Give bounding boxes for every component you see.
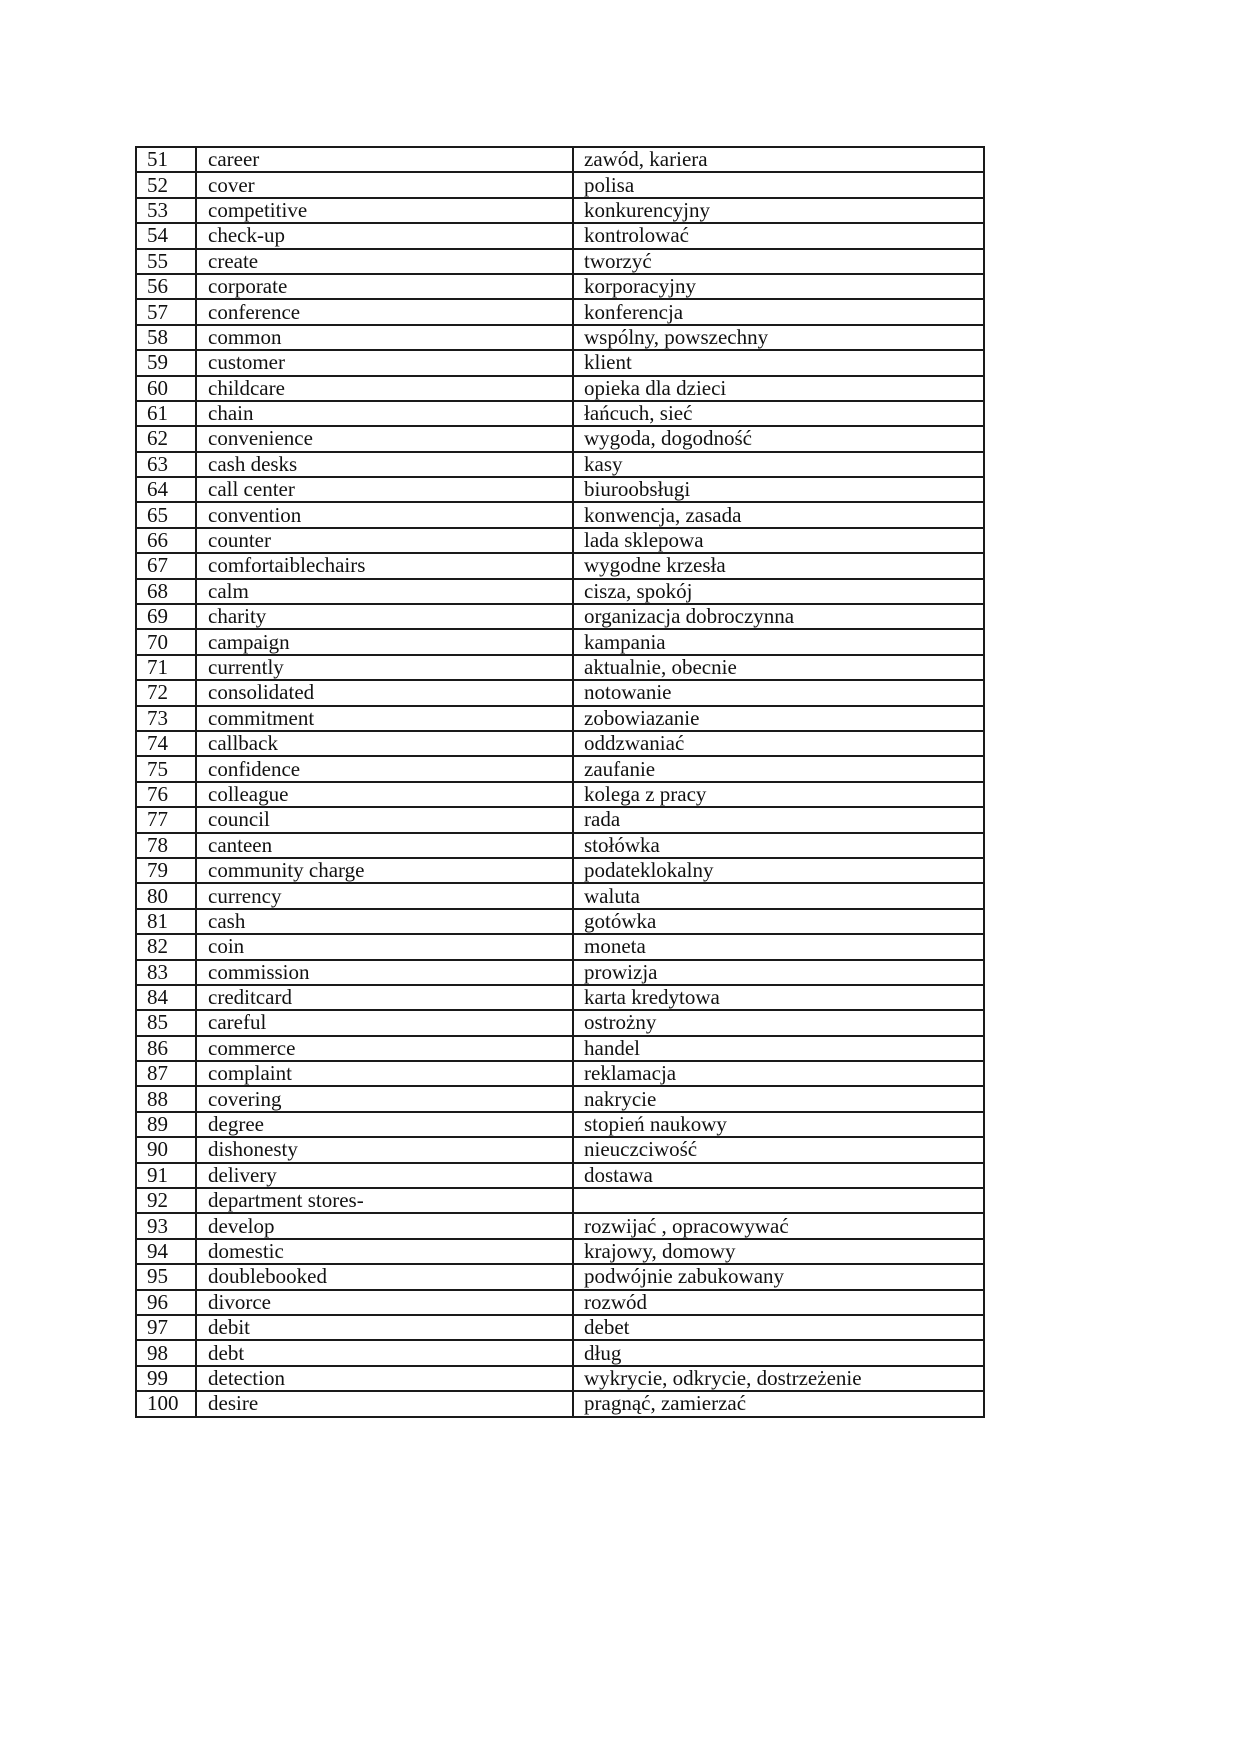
english-term: charity	[196, 604, 573, 629]
polish-translation: notowanie	[573, 680, 984, 705]
table-row	[136, 1213, 984, 1238]
english-term: childcare	[196, 376, 573, 401]
english-term: commission	[196, 960, 573, 985]
polish-translation: kampania	[573, 629, 984, 654]
table-row	[136, 629, 984, 654]
english-term: corporate	[196, 274, 573, 299]
polish-translation: stołówka	[573, 833, 984, 858]
english-term: canteen	[196, 833, 573, 858]
polish-translation: opieka dla dzieci	[573, 376, 984, 401]
english-term: career	[196, 147, 573, 172]
table-row	[136, 172, 984, 197]
table-row	[136, 934, 984, 959]
english-term: callback	[196, 731, 573, 756]
table-row	[136, 655, 984, 680]
table-row	[136, 858, 984, 883]
table-row	[136, 756, 984, 781]
polish-translation: oddzwaniać	[573, 731, 984, 756]
english-term: commitment	[196, 706, 573, 731]
english-term: cover	[196, 172, 573, 197]
polish-translation: konkurencyjny	[573, 198, 984, 223]
table-row	[136, 1010, 984, 1035]
table-row	[136, 782, 984, 807]
english-term: detection	[196, 1366, 573, 1391]
polish-translation: rozwijać , opracowywać	[573, 1213, 984, 1238]
row-number: 90	[136, 1137, 196, 1162]
row-number: 81	[136, 909, 196, 934]
table-row	[136, 1340, 984, 1365]
table-row	[136, 1315, 984, 1340]
table-row	[136, 706, 984, 731]
polish-translation: kontrolować	[573, 223, 984, 248]
english-term: colleague	[196, 782, 573, 807]
row-number: 91	[136, 1163, 196, 1188]
english-term: debit	[196, 1315, 573, 1340]
polish-translation: polisa	[573, 172, 984, 197]
english-term: create	[196, 249, 573, 274]
table-row	[136, 1264, 984, 1289]
row-number: 60	[136, 376, 196, 401]
row-number: 100	[136, 1391, 196, 1416]
row-number: 73	[136, 706, 196, 731]
row-number: 95	[136, 1264, 196, 1289]
row-number: 93	[136, 1213, 196, 1238]
row-number: 83	[136, 960, 196, 985]
table-row	[136, 401, 984, 426]
table-row	[136, 909, 984, 934]
polish-translation: podateklokalny	[573, 858, 984, 883]
row-number: 77	[136, 807, 196, 832]
table-row	[136, 960, 984, 985]
table-row	[136, 604, 984, 629]
polish-translation: ostrożny	[573, 1010, 984, 1035]
row-number: 76	[136, 782, 196, 807]
polish-translation: wspólny, powszechny	[573, 325, 984, 350]
row-number: 98	[136, 1340, 196, 1365]
english-term: competitive	[196, 198, 573, 223]
english-term: careful	[196, 1010, 573, 1035]
row-number: 59	[136, 350, 196, 375]
table-row	[136, 1239, 984, 1264]
row-number: 56	[136, 274, 196, 299]
english-term: council	[196, 807, 573, 832]
polish-translation: łańcuch, sieć	[573, 401, 984, 426]
table-row	[136, 426, 984, 451]
english-term: cash	[196, 909, 573, 934]
polish-translation: handel	[573, 1036, 984, 1061]
english-term: customer	[196, 350, 573, 375]
table-row	[136, 528, 984, 553]
table-row	[136, 299, 984, 324]
polish-translation: biuroobsługi	[573, 477, 984, 502]
table-row	[136, 274, 984, 299]
english-term: convenience	[196, 426, 573, 451]
row-number: 92	[136, 1188, 196, 1213]
table-row	[136, 680, 984, 705]
polish-translation: wygoda, dogodność	[573, 426, 984, 451]
english-term: complaint	[196, 1061, 573, 1086]
row-number: 53	[136, 198, 196, 223]
english-term: counter	[196, 528, 573, 553]
english-term: divorce	[196, 1290, 573, 1315]
row-number: 54	[136, 223, 196, 248]
polish-translation: zobowiazanie	[573, 706, 984, 731]
english-term: coin	[196, 934, 573, 959]
table-row	[136, 325, 984, 350]
polish-translation: korporacyjny	[573, 274, 984, 299]
table-row	[136, 1391, 984, 1416]
table-row	[136, 1163, 984, 1188]
row-number: 70	[136, 629, 196, 654]
polish-translation: lada sklepowa	[573, 528, 984, 553]
polish-translation: wygodne krzesła	[573, 553, 984, 578]
polish-translation: tworzyć	[573, 249, 984, 274]
row-number: 71	[136, 655, 196, 680]
vocabulary-table	[135, 146, 985, 1418]
polish-translation: wykrycie, odkrycie, dostrzeżenie	[573, 1366, 984, 1391]
table-row	[136, 553, 984, 578]
english-term: creditcard	[196, 985, 573, 1010]
polish-translation: zawód, kariera	[573, 147, 984, 172]
polish-translation: organizacja dobroczynna	[573, 604, 984, 629]
row-number: 57	[136, 299, 196, 324]
row-number: 87	[136, 1061, 196, 1086]
table-row	[136, 1188, 984, 1213]
polish-translation: krajowy, domowy	[573, 1239, 984, 1264]
row-number: 88	[136, 1086, 196, 1111]
polish-translation: podwójnie zabukowany	[573, 1264, 984, 1289]
table-row	[136, 1112, 984, 1137]
row-number: 55	[136, 249, 196, 274]
row-number: 89	[136, 1112, 196, 1137]
polish-translation: dostawa	[573, 1163, 984, 1188]
row-number: 99	[136, 1366, 196, 1391]
table-row	[136, 807, 984, 832]
english-term: doublebooked	[196, 1264, 573, 1289]
table-row	[136, 985, 984, 1010]
table-row	[136, 502, 984, 527]
row-number: 85	[136, 1010, 196, 1035]
row-number: 75	[136, 756, 196, 781]
row-number: 61	[136, 401, 196, 426]
polish-translation: aktualnie, obecnie	[573, 655, 984, 680]
polish-translation: moneta	[573, 934, 984, 959]
english-term: degree	[196, 1112, 573, 1137]
table-row	[136, 1061, 984, 1086]
table-row	[136, 376, 984, 401]
table-row	[136, 249, 984, 274]
english-term: check-up	[196, 223, 573, 248]
row-number: 66	[136, 528, 196, 553]
row-number: 63	[136, 452, 196, 477]
polish-translation: konferencja	[573, 299, 984, 324]
table-row	[136, 477, 984, 502]
english-term: conference	[196, 299, 573, 324]
english-term: commerce	[196, 1036, 573, 1061]
row-number: 62	[136, 426, 196, 451]
table-row	[136, 223, 984, 248]
english-term: debt	[196, 1340, 573, 1365]
table-row	[136, 1036, 984, 1061]
table-row	[136, 350, 984, 375]
english-term: call center	[196, 477, 573, 502]
polish-translation: gotówka	[573, 909, 984, 934]
row-number: 65	[136, 502, 196, 527]
polish-translation: prowizja	[573, 960, 984, 985]
row-number: 72	[136, 680, 196, 705]
english-term: calm	[196, 579, 573, 604]
polish-translation: nieuczciwość	[573, 1137, 984, 1162]
english-term: common	[196, 325, 573, 350]
english-term: convention	[196, 502, 573, 527]
row-number: 80	[136, 883, 196, 908]
polish-translation: kasy	[573, 452, 984, 477]
row-number: 52	[136, 172, 196, 197]
english-term: develop	[196, 1213, 573, 1238]
polish-translation: zaufanie	[573, 756, 984, 781]
row-number: 68	[136, 579, 196, 604]
polish-translation: kolega z pracy	[573, 782, 984, 807]
polish-translation: karta kredytowa	[573, 985, 984, 1010]
table-row	[136, 1137, 984, 1162]
row-number: 96	[136, 1290, 196, 1315]
polish-translation: waluta	[573, 883, 984, 908]
row-number: 84	[136, 985, 196, 1010]
english-term: cash desks	[196, 452, 573, 477]
row-number: 82	[136, 934, 196, 959]
english-term: campaign	[196, 629, 573, 654]
row-number: 67	[136, 553, 196, 578]
polish-translation: pragnąć, zamierzać	[573, 1391, 984, 1416]
vocabulary-table-body	[136, 147, 984, 1417]
polish-translation: konwencja, zasada	[573, 502, 984, 527]
polish-translation: dług	[573, 1340, 984, 1365]
table-row	[136, 1366, 984, 1391]
polish-translation: debet	[573, 1315, 984, 1340]
polish-translation: reklamacja	[573, 1061, 984, 1086]
polish-translation: klient	[573, 350, 984, 375]
english-term: community charge	[196, 858, 573, 883]
polish-translation: rada	[573, 807, 984, 832]
english-term: currently	[196, 655, 573, 680]
english-term: delivery	[196, 1163, 573, 1188]
table-row	[136, 731, 984, 756]
row-number: 74	[136, 731, 196, 756]
english-term: domestic	[196, 1239, 573, 1264]
english-term: chain	[196, 401, 573, 426]
polish-translation: cisza, spokój	[573, 579, 984, 604]
row-number: 64	[136, 477, 196, 502]
polish-translation: rozwód	[573, 1290, 984, 1315]
row-number: 51	[136, 147, 196, 172]
row-number: 79	[136, 858, 196, 883]
polish-translation	[573, 1188, 984, 1213]
row-number: 78	[136, 833, 196, 858]
table-row	[136, 198, 984, 223]
table-row	[136, 883, 984, 908]
english-term: department stores-	[196, 1188, 573, 1213]
english-term: covering	[196, 1086, 573, 1111]
english-term: currency	[196, 883, 573, 908]
row-number: 58	[136, 325, 196, 350]
row-number: 86	[136, 1036, 196, 1061]
polish-translation: stopień naukowy	[573, 1112, 984, 1137]
table-row	[136, 1290, 984, 1315]
english-term: confidence	[196, 756, 573, 781]
table-row	[136, 579, 984, 604]
english-term: dishonesty	[196, 1137, 573, 1162]
table-row	[136, 833, 984, 858]
table-row	[136, 147, 984, 172]
polish-translation: nakrycie	[573, 1086, 984, 1111]
table-row	[136, 452, 984, 477]
row-number: 97	[136, 1315, 196, 1340]
table-row	[136, 1086, 984, 1111]
english-term: consolidated	[196, 680, 573, 705]
english-term: desire	[196, 1391, 573, 1416]
english-term: comfortaiblechairs	[196, 553, 573, 578]
row-number: 94	[136, 1239, 196, 1264]
row-number: 69	[136, 604, 196, 629]
